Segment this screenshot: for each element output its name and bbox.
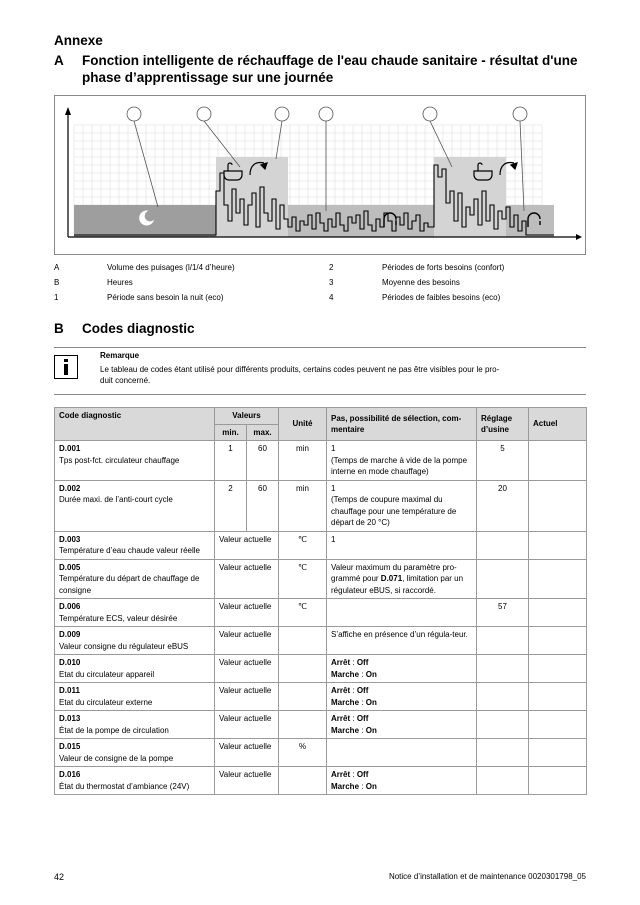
code-desc: État du thermostat d’ambiance (24V): [59, 781, 190, 791]
legend-text-a: Volume des puisages (l/1/4 d’heure): [107, 263, 235, 272]
comment-cell: [327, 767, 477, 795]
state-on: [331, 725, 472, 737]
comment-code-ref: D.071: [380, 574, 403, 583]
col-header-reglage: Réglage d’usine: [477, 408, 529, 441]
actuel-cell: [529, 627, 587, 655]
state-off-label: Arrêt: [331, 686, 351, 695]
col-header-unite: Unité: [279, 408, 327, 441]
state-on-value: On: [365, 781, 377, 791]
code-cell: [55, 441, 215, 481]
reglage-cell: [477, 739, 529, 767]
state-on-label: Marche: [331, 781, 360, 791]
low-needs-band: [506, 205, 554, 237]
legend-key-b: B: [54, 278, 60, 287]
table-row: [55, 683, 587, 711]
unit-cell: ℃: [279, 559, 327, 599]
table-row: [55, 559, 587, 599]
state-off-label: Arrêt: [331, 714, 351, 723]
colon: :: [361, 697, 364, 707]
code-desc: Etat du circulateur externe: [59, 697, 153, 707]
code-cell: [55, 627, 215, 655]
actuel-cell: [529, 480, 587, 531]
code-cell: [55, 559, 215, 599]
code-desc: Tps post-fct. circulateur chauffage: [59, 455, 180, 465]
legend-key-4: 4: [329, 293, 334, 302]
code-cell: [55, 767, 215, 795]
table-row: [55, 627, 587, 655]
note-divider-top: [54, 347, 586, 348]
actuel-cell: [529, 531, 587, 559]
note-title: Remarque: [100, 351, 140, 360]
legend-key-2: 2: [329, 263, 334, 272]
code-cell: [55, 711, 215, 739]
comment-cell: S’affiche en présence d’un régula-teur.: [327, 627, 477, 655]
note-text-line2: duit concerné.: [100, 376, 151, 385]
code-desc: Valeur de consigne de la pompe: [59, 753, 174, 763]
reglage-cell: [477, 655, 529, 683]
valeur-cell: Valeur actuelle: [215, 531, 279, 559]
max-cell: 60: [247, 441, 279, 481]
reglage-cell: 57: [477, 599, 529, 627]
code-desc: Température ECS, valeur désirée: [59, 613, 178, 623]
code-id: D.011: [59, 686, 80, 695]
section-a-title-line2: phase d’apprentissage sur une journée: [82, 70, 334, 85]
comment-cell: [327, 480, 477, 531]
col-header-code: Code diagnostic: [55, 408, 215, 441]
code-id: D.015: [59, 742, 81, 751]
comment-part: , limitation par un régulateur eBUS, si raccordé.: [331, 574, 464, 595]
annexe-heading: Annexe: [54, 33, 103, 48]
col-header-min: min.: [215, 424, 247, 441]
code-cell: [55, 739, 215, 767]
unit-cell: [279, 655, 327, 683]
state-off-value: Off: [356, 714, 369, 723]
callout-circle-2c: [423, 107, 437, 121]
reglage-cell: 20: [477, 480, 529, 531]
state-off: [331, 685, 472, 697]
section-a-title: [82, 52, 592, 86]
reglage-cell: 5: [477, 441, 529, 481]
state-off-label: Arrêt: [331, 770, 351, 779]
legend-text-4: Périodes de faibles besoins (eco): [382, 293, 501, 302]
section-a-title-line1: Fonction intelligente de réchauffage de l'eau chaude sanitaire - résultat d'une: [82, 53, 578, 68]
colon: :: [352, 714, 355, 723]
unit-cell: min: [279, 441, 327, 481]
colon: :: [361, 669, 364, 679]
code-id: D.010: [59, 658, 81, 667]
table-row: [55, 480, 587, 531]
reglage-cell: [477, 767, 529, 795]
code-id: D.013: [59, 714, 81, 723]
page-number: 42: [54, 872, 65, 882]
state-on: [331, 781, 472, 793]
reglage-cell: [477, 559, 529, 599]
comment-cell: [327, 599, 477, 627]
code-cell: [55, 683, 215, 711]
callout-circle-4: [513, 107, 527, 121]
col-header-pas: Pas, possibilité de sélection, com-mentaire: [327, 408, 477, 441]
legend-key-3: 3: [329, 278, 334, 287]
state-off-value: Off: [356, 658, 369, 667]
state-off: [331, 657, 472, 669]
colon: :: [352, 686, 355, 695]
comment-line: (Temps de coupure maximal du chauffage pour une température de départ de 20 °C): [331, 495, 457, 527]
code-id: D.003: [59, 534, 81, 544]
table-row: [55, 739, 587, 767]
col-header-actuel: Actuel: [529, 408, 587, 441]
comment-line: 1: [331, 444, 336, 453]
code-desc: État de la pompe de circulation: [59, 725, 169, 735]
colon: :: [352, 658, 355, 667]
code-id: D.006: [59, 602, 81, 611]
reglage-cell: [477, 711, 529, 739]
comment-cell: [327, 655, 477, 683]
col-header-valeurs: Valeurs: [215, 408, 279, 425]
valeur-cell: Valeur actuelle: [215, 627, 279, 655]
code-desc: Température d’eau chaude valeur réelle: [59, 546, 200, 555]
actuel-cell: [529, 655, 587, 683]
diagnostic-codes-table: [54, 407, 587, 795]
max-cell: 60: [247, 480, 279, 531]
table-row: [55, 531, 587, 559]
code-id: D.016: [59, 770, 81, 779]
actuel-cell: [529, 767, 587, 795]
valeur-cell: Valeur actuelle: [215, 767, 279, 795]
legend-key-1: 1: [54, 293, 59, 302]
comment-line: 1: [331, 483, 336, 493]
note-text-line1: Le tableau de codes étant utilisé pour différents produits, certains codes peuvent ne pas être visibles pour le pro-: [100, 365, 500, 374]
table-row: [55, 655, 587, 683]
section-b-title: Codes diagnostic: [82, 321, 195, 336]
colon: :: [361, 725, 364, 735]
valeur-cell: Valeur actuelle: [215, 599, 279, 627]
code-id: D.005: [59, 562, 81, 572]
valeur-cell: Valeur actuelle: [215, 683, 279, 711]
unit-cell: [279, 683, 327, 711]
min-cell: 2: [215, 480, 247, 531]
comment-cell: [327, 441, 477, 481]
valeur-cell: Valeur actuelle: [215, 711, 279, 739]
comment-cell: [327, 739, 477, 767]
unit-cell: [279, 767, 327, 795]
callout-circle-3: [319, 107, 333, 121]
legend-text-2: Périodes de forts besoins (confort): [382, 263, 505, 272]
table-row: [55, 441, 587, 481]
actuel-cell: [529, 683, 587, 711]
note-text: [100, 364, 586, 386]
comment-cell: [327, 559, 477, 599]
code-cell: [55, 655, 215, 683]
unit-cell: ℃: [279, 531, 327, 559]
code-id: D.001: [59, 444, 81, 453]
footer-doc-title: Notice d’installation et de maintenance 0020301798_05: [388, 872, 586, 881]
state-on-label: Marche: [331, 669, 360, 679]
table-row: [55, 599, 587, 627]
comment-cell: [327, 711, 477, 739]
colon: :: [361, 781, 364, 791]
note-divider-bottom: [54, 394, 586, 395]
state-on-value: On: [365, 669, 377, 679]
info-icon: [54, 355, 78, 379]
colon: :: [352, 770, 355, 779]
code-cell: [55, 480, 215, 531]
comment-line: (Temps de marche à vide de la pompe interne en mode chauffage): [331, 455, 468, 476]
code-desc: Etat du circulateur appareil: [59, 669, 155, 679]
learning-phase-diagram: [54, 95, 586, 255]
reglage-cell: [477, 627, 529, 655]
actuel-cell: [529, 739, 587, 767]
unit-cell: [279, 627, 327, 655]
code-desc: Température du départ de chauffage de consigne: [59, 574, 200, 595]
state-on-label: Marche: [331, 697, 360, 707]
unit-cell: min: [279, 480, 327, 531]
table-row: [55, 767, 587, 795]
actuel-cell: [529, 711, 587, 739]
section-b-letter: B: [54, 321, 64, 336]
table-row: [55, 711, 587, 739]
legend-key-a: A: [54, 263, 60, 272]
comment-part: Valeur maximum du paramètre pro-grammé pour: [331, 562, 457, 583]
state-off: [331, 713, 472, 725]
section-a-letter: A: [54, 53, 64, 68]
state-off: [331, 769, 472, 781]
comment-cell: 1: [327, 531, 477, 559]
valeur-cell: Valeur actuelle: [215, 739, 279, 767]
code-desc: Durée maxi. de l’anti-court cycle: [59, 495, 173, 504]
actuel-cell: [529, 441, 587, 481]
code-desc: Valeur consigne du régulateur eBUS: [59, 641, 189, 651]
state-on-value: On: [365, 725, 377, 735]
unit-cell: [279, 711, 327, 739]
state-on-value: On: [365, 697, 377, 707]
unit-cell: %: [279, 739, 327, 767]
code-id: D.009: [59, 630, 81, 639]
state-off-value: Off: [356, 686, 369, 695]
unit-cell: ℃: [279, 599, 327, 627]
state-on-label: Marche: [331, 725, 360, 735]
valeur-cell: Valeur actuelle: [215, 559, 279, 599]
col-header-max: max.: [247, 424, 279, 441]
actuel-cell: [529, 599, 587, 627]
callout-circle-2a: [197, 107, 211, 121]
state-off-label: Arrêt: [331, 658, 351, 667]
callout-circle-2b: [275, 107, 289, 121]
callout-circle-1: [127, 107, 141, 121]
valeur-cell: Valeur actuelle: [215, 655, 279, 683]
code-id: D.002: [59, 483, 81, 493]
state-on: [331, 697, 472, 709]
min-cell: 1: [215, 441, 247, 481]
reglage-cell: [477, 531, 529, 559]
legend-text-3: Moyenne des besoins: [382, 278, 460, 287]
legend-text-1: Période sans besoin la nuit (eco): [107, 293, 224, 302]
code-cell: [55, 531, 215, 559]
reglage-cell: [477, 683, 529, 711]
legend-text-b: Heures: [107, 278, 133, 287]
actuel-cell: [529, 559, 587, 599]
code-cell: [55, 599, 215, 627]
state-off-value: Off: [356, 770, 369, 779]
comment-cell: [327, 683, 477, 711]
state-on: [331, 669, 472, 681]
